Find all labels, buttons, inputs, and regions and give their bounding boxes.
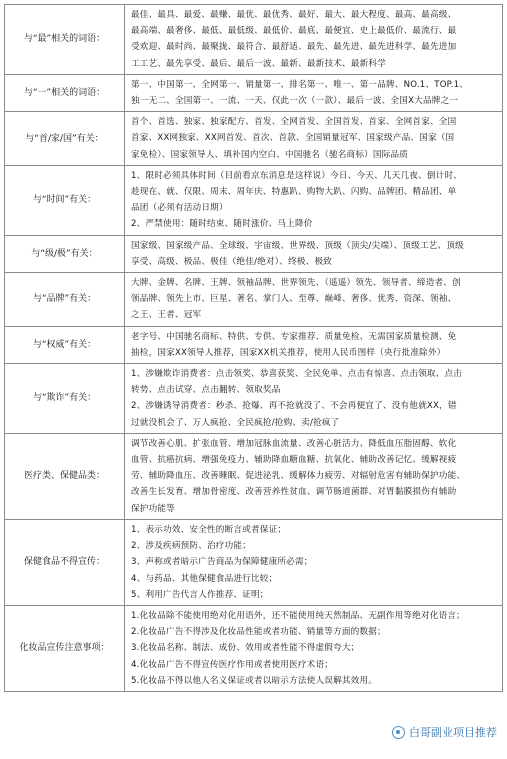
content-cell bbox=[125, 364, 503, 434]
category-cell: 与“首/家/国”有关： bbox=[5, 112, 125, 166]
content-line: 最高端、最奢侈、最低、最低级、最低价、最底、最便宜、史上最低价、最流行、最 bbox=[131, 26, 457, 37]
table-row bbox=[5, 273, 503, 327]
content-line: 首家、XX网独家、XX网首发、首次、首款、全国销量冠军、国家级产品、国家（国 bbox=[131, 133, 455, 144]
content-line: 品团（必须有活动日期） bbox=[131, 203, 228, 214]
table-body bbox=[5, 5, 503, 692]
content-line: 首个、首选、独家、独家配方、首发、全网首发、全国首发、首家、全网首家、全国 bbox=[131, 117, 457, 128]
content-line: 保护功能等 bbox=[131, 503, 175, 514]
content-line: 老字号、中国驰名商标、特供、专供、专家推荐、质量免检、无需国家质量检测、免 bbox=[131, 331, 457, 342]
watermark bbox=[388, 723, 501, 741]
content-line: 4、与药品、其他保健食品进行比较； bbox=[131, 573, 278, 584]
content-line: 趁现在、就、仅限、周末、周年庆、特惠趴、购物大趴、闪购、品牌团、精品团、单 bbox=[131, 187, 457, 198]
content-line: 5.化妆品不得以他人名义保证或者以暗示方法使人误解其效用。 bbox=[131, 675, 378, 686]
category-cell: 医疗类、保健品类： bbox=[5, 433, 125, 519]
content-cell bbox=[125, 605, 503, 691]
category-cell: 与“品牌”有关： bbox=[5, 273, 125, 327]
content-line: 领品牌、领先上市、巨星、著名、掌门人、至尊、巅峰、奢侈、优秀、资深、领袖、 bbox=[131, 294, 457, 305]
content-line: 过就没机会了、万人疯抢、全民疯抢/抢购、卖/抢疯了 bbox=[131, 417, 340, 428]
content-cell bbox=[125, 433, 503, 519]
table-row bbox=[5, 326, 503, 363]
category-cell: 与“时间”有关： bbox=[5, 165, 125, 235]
content-line: 2、涉及疾病预防、治疗功能； bbox=[131, 541, 251, 552]
content-line: 工工艺、最先享受、最后、最后一波、最新、最新技术、最新科学 bbox=[131, 58, 387, 69]
category-cell: 与“级/极”有关： bbox=[5, 235, 125, 272]
content-cell bbox=[125, 326, 503, 363]
content-line: 大牌、金牌、名牌、王牌、领袖品牌、世界领先、（遥遥）领先、领导者、缔造者、创 bbox=[131, 278, 461, 289]
content-line: 2、严禁使用：随时结束、随时涨价、马上降价 bbox=[131, 219, 313, 230]
content-line: 劳、辅助降血压、改善睡眠、促进泌乳、缓解体力疲劳、对辐射危害有辅助保护功能、 bbox=[131, 471, 466, 482]
content-line: 调节改善心肌、扩张血管、增加冠脉血流量、改善心脏活力、降低血压脂固醇、软化 bbox=[131, 438, 457, 449]
content-line: 家免检）、国家领导人、填补国内空白、中国驰名（驰名商标）国际品质 bbox=[131, 149, 409, 160]
category-cell: 化妆品宣传注意事项： bbox=[5, 605, 125, 691]
content-cell bbox=[125, 519, 503, 605]
content-line: 改善生长发育、增加骨密度、改善营养性贫血、调节肠道菌群、对胃黏膜损伤有辅助 bbox=[131, 487, 457, 498]
content-cell bbox=[125, 74, 503, 111]
table-row bbox=[5, 519, 503, 605]
table-row bbox=[5, 74, 503, 111]
table-row bbox=[5, 433, 503, 519]
content-line: 1、表示功效、安全性的断言或者保证； bbox=[131, 524, 287, 535]
content-line: 之王、王者、冠军 bbox=[131, 310, 202, 321]
category-cell: 与“权威”有关： bbox=[5, 326, 125, 363]
content-line: 4.化妆品广告不得宣传医疗作用或者使用医疗术语； bbox=[131, 659, 334, 670]
content-cell bbox=[125, 273, 503, 327]
content-cell bbox=[125, 165, 503, 235]
table-row bbox=[5, 5, 503, 75]
content-line: 2、涉嫌诱导消费者：秒杀、抢爆、再不抢就没了、不会再便宜了、没有他就XX，错 bbox=[131, 401, 457, 412]
content-line: 1、涉嫌欺诈消费者：点击领奖、恭喜获奖、全民免单、点击有惊喜、点击领取、点击 bbox=[131, 369, 463, 380]
table-row bbox=[5, 605, 503, 691]
content-line: 抽检，国家XX领导人推荐，国家XX机关推荐，使用人民币图样（央行批准除外） bbox=[131, 347, 446, 358]
category-cell: 与“最”相关的词语： bbox=[5, 5, 125, 75]
category-cell: 与“一”相关的词语： bbox=[5, 74, 125, 111]
content-line: 受欢迎、最时尚、最聚拢、最符合、最舒适、最先、最先进、最先进科学、最先进加 bbox=[131, 42, 457, 53]
content-line: 5、利用广告代言人作推荐、证明； bbox=[131, 589, 269, 600]
content-line: 2.化妆品广告不得涉及化妆品性能或者功能、销量等方面的数据； bbox=[131, 627, 386, 638]
content-line: 血管、抗癌抗病、增强免疫力、辅助降血糖血糖、抗氧化、辅助改善记忆、缓解视疲 bbox=[131, 455, 457, 466]
table-row bbox=[5, 235, 503, 272]
content-line: 独一无二、全国第一、一流、一天、仅此一次（一款）、最后一波、全国X大品牌之一 bbox=[131, 96, 459, 107]
wechat-account-icon bbox=[392, 726, 405, 739]
content-cell bbox=[125, 112, 503, 166]
content-line: 1、限时必须具体时间（目前看京东消息是这样说）今日、今天、几天几夜、倒计时、 bbox=[131, 170, 463, 181]
table-row bbox=[5, 364, 503, 434]
forbidden-words-table bbox=[4, 4, 503, 692]
table-row bbox=[5, 112, 503, 166]
table-row bbox=[5, 165, 503, 235]
content-line: 1.化妆品除不能使用绝对化用语外，还不能使用纯天然制品、无副作用等绝对化语言； bbox=[131, 610, 465, 621]
watermark-text: 白哥副业项目推荐 bbox=[409, 726, 497, 739]
content-cell bbox=[125, 5, 503, 75]
category-cell: 与“欺诈”有关： bbox=[5, 364, 125, 434]
content-line: 3、声称或者暗示广告商品为保障健康所必需； bbox=[131, 557, 313, 568]
content-line: 第一、中国第一、全网第一、销量第一、排名第一、唯一、第一品牌、NO.1、TOP.1、 bbox=[131, 79, 469, 90]
category-cell: 保健食品不得宣传： bbox=[5, 519, 125, 605]
content-line: 享受、高级、极品、极佳（绝佳/绝对）、终极、极致 bbox=[131, 256, 333, 267]
content-cell bbox=[125, 235, 503, 272]
content-line: 国家级、国家级产品、全球级、宇宙级、世界级、顶级（顶尖/尖端）、顶级工艺、顶级 bbox=[131, 240, 464, 251]
content-line: 3.化妆品名称、制法、成份、效用或者性能不得虚假夸大； bbox=[131, 643, 360, 654]
content-line: 最佳、最具、最爱、最赚、最优、最优秀、最好、最大、最大程度、最高、最高级、 bbox=[131, 10, 457, 20]
content-line: 转势、点击试穿、点击翻转、领取奖品 bbox=[131, 385, 281, 396]
